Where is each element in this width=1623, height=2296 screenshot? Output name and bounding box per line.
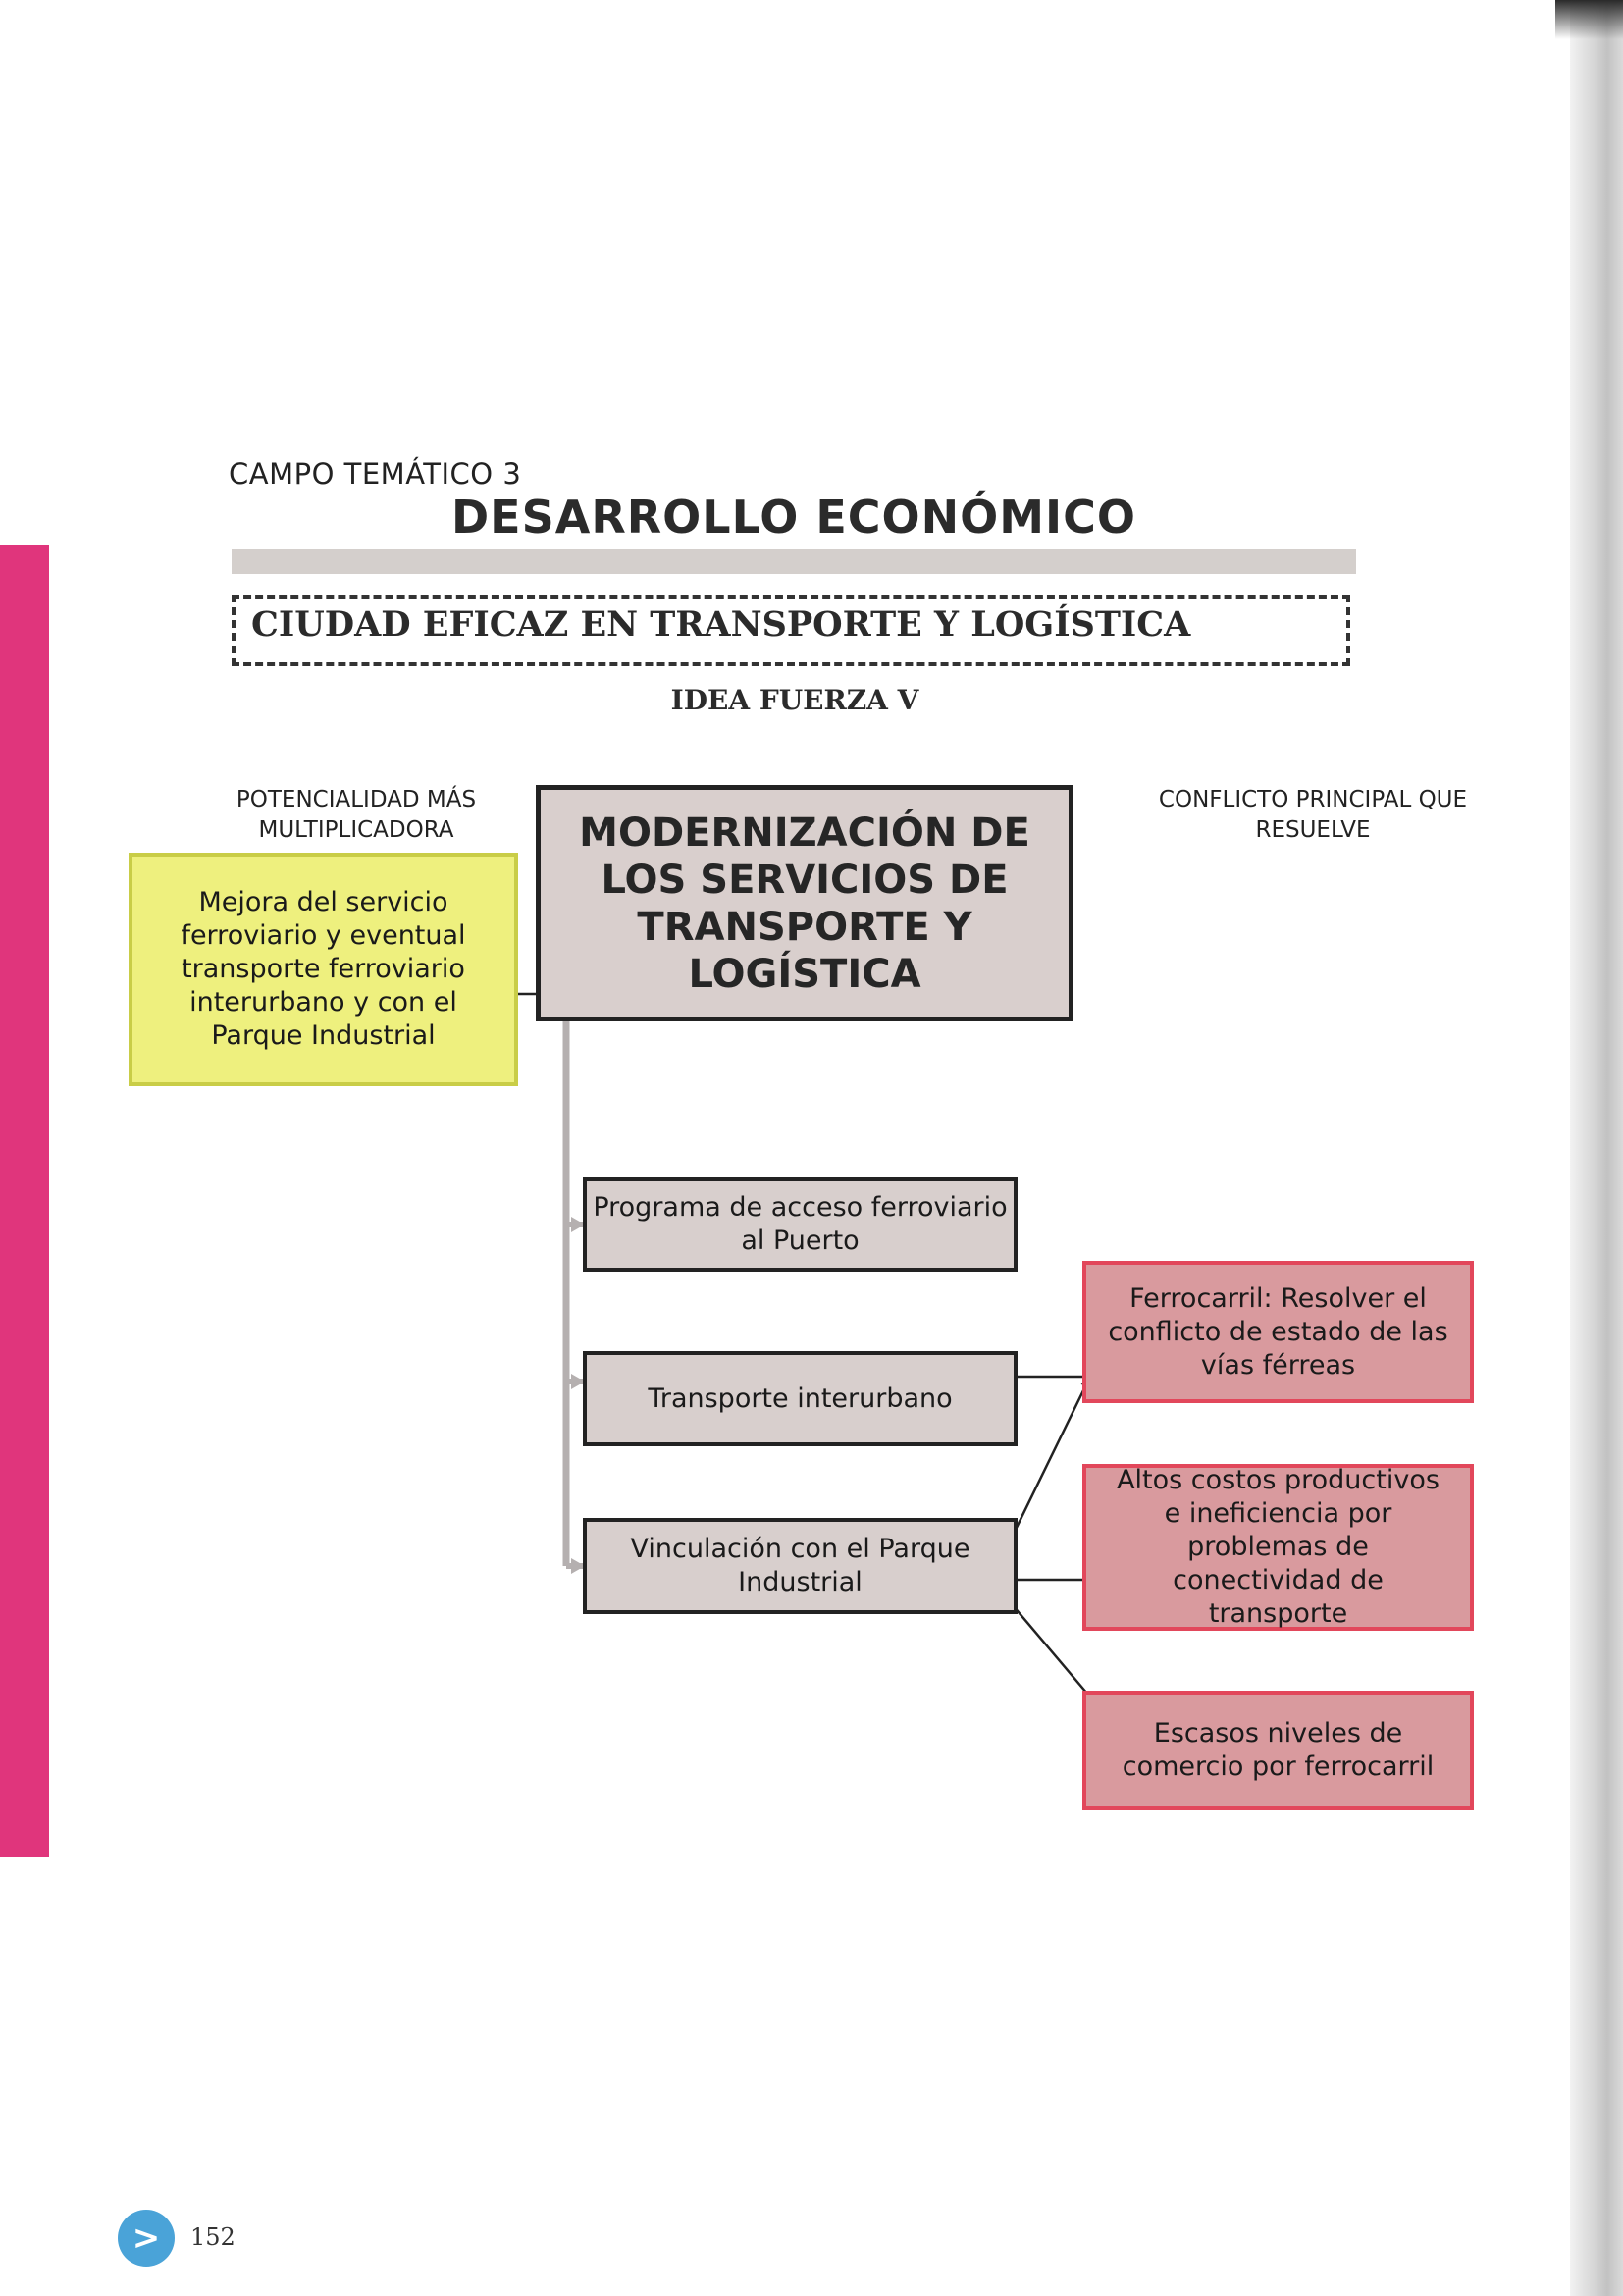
label-conflicto: CONFLICTO PRINCIPAL QUE RESUELVE bbox=[1158, 787, 1468, 843]
chevron-right-icon: > bbox=[118, 2210, 175, 2267]
subtitle: CIUDAD EFICAZ EN TRANSPORTE Y LOGÍSTICA bbox=[251, 604, 1191, 645]
program-box-parque-industrial: Vinculación con el Parque Industrial bbox=[583, 1518, 1018, 1614]
page-number: 152 bbox=[190, 2223, 236, 2251]
conflict-box-costos: Altos costos productivos e ineficiencia por problemas de conectividad de transporte bbox=[1082, 1464, 1474, 1631]
program-box-acceso-puerto: Programa de acceso ferroviario al Puerto bbox=[583, 1177, 1018, 1272]
program-box-transporte-interurbano: Transporte interurbano bbox=[583, 1351, 1018, 1446]
label-potencialidad: POTENCIALIDAD MÁS MULTIPLICADORA bbox=[236, 787, 477, 843]
page-title: DESARROLLO ECONÓMICO bbox=[450, 491, 1137, 544]
conflict-box-ferrocarril: Ferrocarril: Resolver el conflicto de estado de las vías férreas bbox=[1082, 1261, 1474, 1403]
campo-tematico: CAMPO TEMÁTICO 3 bbox=[229, 457, 522, 491]
conflict-box-comercio: Escasos niveles de comercio por ferrocarril bbox=[1082, 1691, 1474, 1810]
central-objective-box: MODERNIZACIÓN DE LOS SERVICIOS DE TRANSPORTE Y LOGÍSTICA bbox=[536, 785, 1073, 1021]
potential-box: Mejora del servicio ferroviario y eventual transporte ferroviario interurbano y con el Parque Industrial bbox=[129, 853, 518, 1086]
idea-fuerza: IDEA FUERZA V bbox=[670, 684, 919, 716]
